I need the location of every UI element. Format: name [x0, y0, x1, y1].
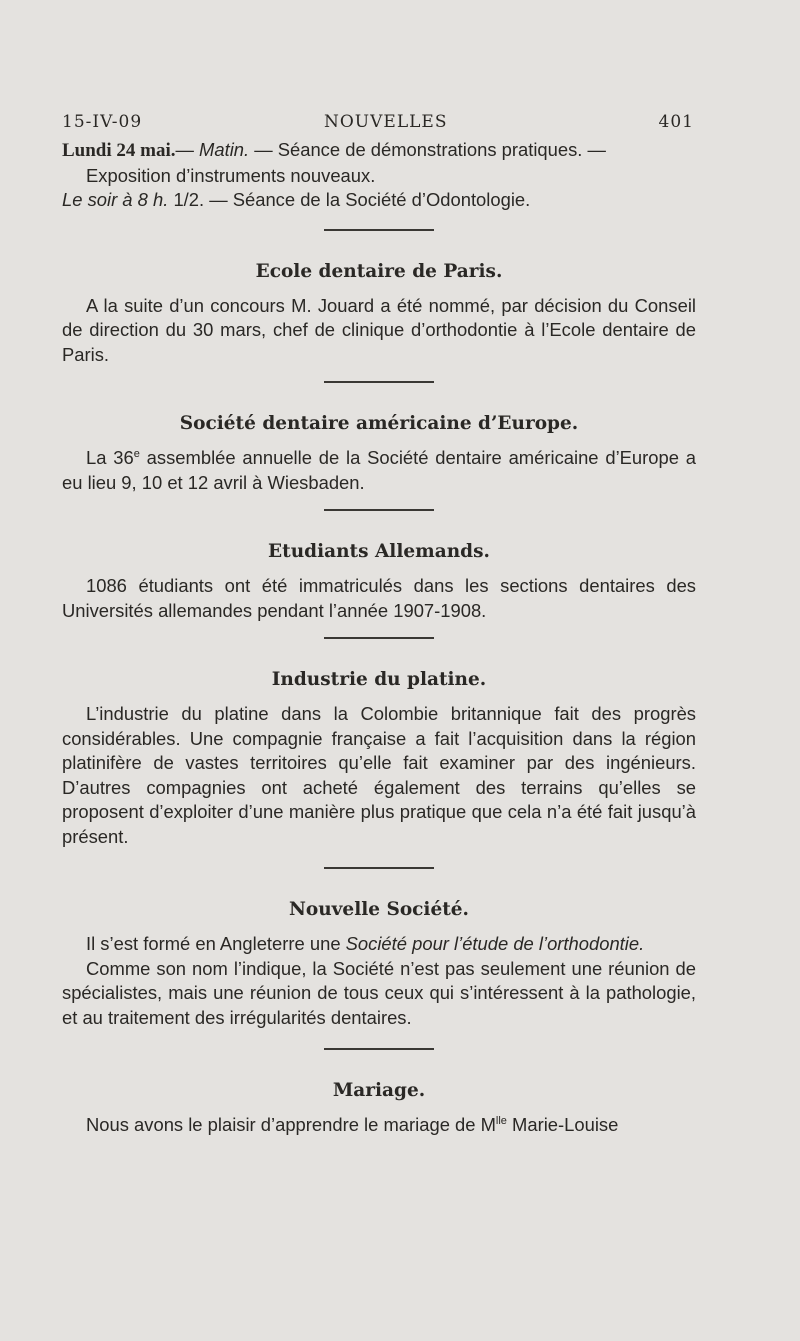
s2-text-b: assemblée annuelle de la Société dentaire américaine d’Europe a eu lieu 9, 10 et 12 avril à Wiesbaden.	[62, 447, 697, 493]
header-title: NOUVELLES	[324, 112, 448, 132]
intro-matin: Matin.	[199, 139, 250, 160]
section-title: Nouvelle Société.	[288, 899, 469, 920]
s2-text-a: La 36	[86, 447, 134, 468]
s6-sup: lle	[495, 1114, 507, 1127]
section-paragraph: A la suite d’un concours M. Jouard a été nommé, par décision du Conseil de direction du 30 mars, chef de clinique d’orthodontie à l’Ecole dentaire de Paris.	[62, 294, 696, 365]
header-date: 15-IV-09	[62, 112, 143, 132]
section-paragraph	[62, 932, 696, 957]
section-divider	[324, 509, 434, 511]
intro-line-1	[62, 138, 696, 164]
section-divider	[324, 637, 434, 639]
section-title: Industrie du platine.	[271, 669, 487, 690]
s2-sup: e	[133, 447, 140, 460]
intro-line-3	[62, 188, 696, 213]
intro-line-3-rest: 1/2. — Séance de la Société d’Odontologie.	[168, 189, 531, 210]
section-divider	[324, 381, 434, 383]
section-title: Etudiants Allemands.	[268, 541, 490, 562]
intro-soir: Le soir à 8 h.	[62, 189, 169, 210]
intro-block	[62, 138, 696, 213]
section-paragraph: L’industrie du platine dans la Colombie britannique fait des progrès considérables. Une compagnie française a fait l’acquisition dans la région platinifère de vastes territoires qu’elle fait examiner par des ingénieurs. D’autres compagnies ont acheté également des terrains qu’elles se proposent d’exploiter d’une manière plus pratique que cela n’a été fait jusqu’à présent.	[62, 703, 696, 847]
intro-line-2: Exposition d’instruments nouveaux.	[86, 164, 376, 186]
s6-text-b: Marie-Louise	[506, 1114, 619, 1135]
section-paragraph: Comme son nom l’indique, la Société n’est pas seulement une réunion de spécialistes, mais une réunion de tous ceux qui s’intéressent à la pathologie, et au traitement des irrégularités dentaires.	[62, 957, 696, 1028]
s6-text-a: Nous avons le plaisir d’apprendre le mariage de M	[86, 1114, 496, 1135]
section-divider	[324, 229, 434, 231]
section-paragraph	[62, 1113, 696, 1138]
section-title: Mariage.	[332, 1080, 426, 1101]
section-title: Ecole dentaire de Paris.	[255, 260, 503, 282]
section-paragraph	[62, 446, 696, 495]
section-paragraph: 1086 étudiants ont été immatriculés dans les sections dentaires des Universités allemandes pendant l’année 1907-1908.	[62, 575, 696, 621]
s5-italic-title: Société pour l’étude de l’orthodontie.	[345, 933, 645, 954]
page	[62, 112, 696, 1138]
page-number: 401	[658, 112, 694, 132]
intro-day: Lundi 24 mai.	[62, 140, 176, 161]
section-divider	[324, 867, 434, 869]
section-divider	[324, 1048, 434, 1050]
intro-line-1-rest: — Séance de démonstrations pratiques. —	[249, 139, 606, 160]
section-title: Société dentaire américaine d’Europe.	[179, 413, 579, 434]
intro-sep: —	[175, 139, 200, 160]
running-header	[62, 112, 696, 138]
s5-text-a: Il s’est formé en Angleterre une	[86, 933, 346, 954]
